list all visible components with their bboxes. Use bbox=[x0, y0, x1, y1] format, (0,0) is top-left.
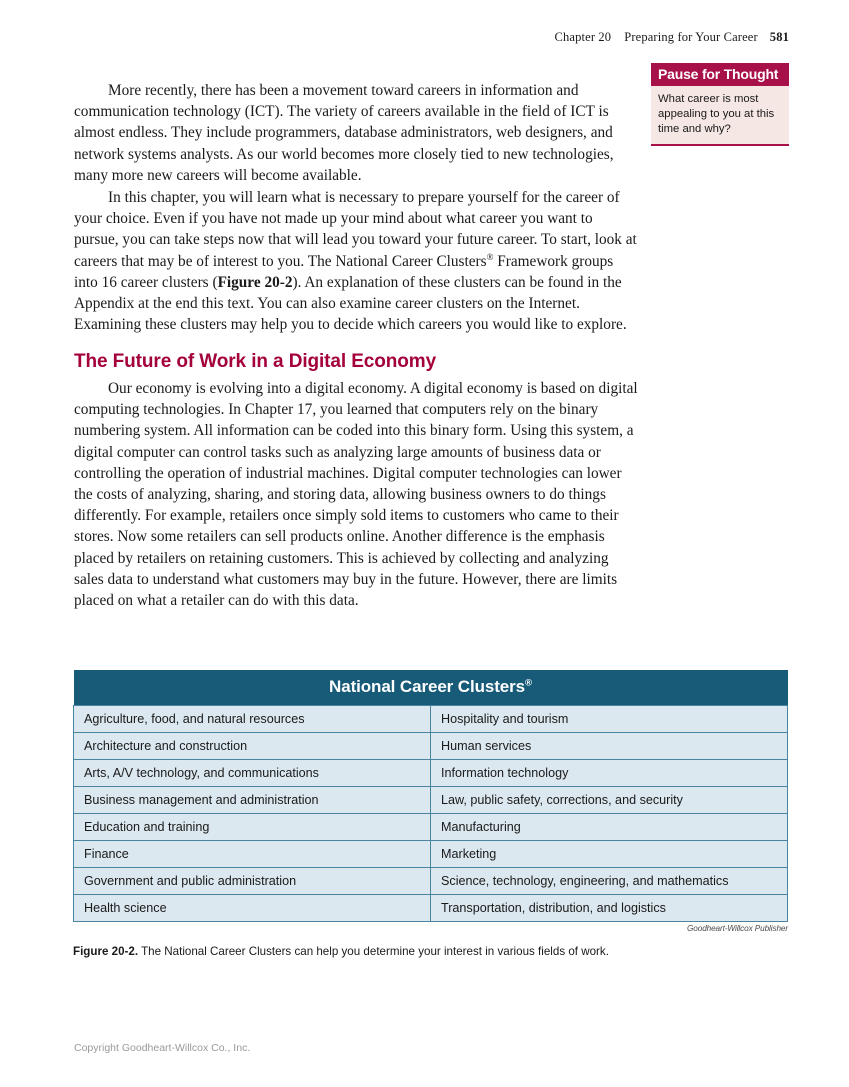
table-head bbox=[74, 670, 788, 706]
table-cell: Transportation, distribution, and logistics bbox=[431, 895, 788, 922]
paragraph-ict: More recently, there has been a movement toward careers in information and communication technology (ICT). The variety of careers available in the field of ICT is almost endless. They include programmers, database administrators, web designers, and network systems analysts. As our world becomes more closely tied to new technologies, many more new careers will become available. bbox=[74, 82, 614, 184]
table-row bbox=[74, 895, 788, 922]
table-cell: Law, public safety, corrections, and security bbox=[431, 787, 788, 814]
table-row bbox=[74, 841, 788, 868]
table-cell: Manufacturing bbox=[431, 814, 788, 841]
figure-reference: Figure 20-2 bbox=[217, 273, 293, 291]
page-number: 581 bbox=[769, 30, 789, 44]
table-cell: Business management and administration bbox=[74, 787, 431, 814]
table-row bbox=[74, 787, 788, 814]
running-head bbox=[555, 30, 789, 45]
section-heading-future-of-work: The Future of Work in a Digital Economy bbox=[74, 351, 437, 372]
table-row bbox=[74, 706, 788, 733]
section-heading-block bbox=[74, 351, 638, 373]
intro-paragraph-block bbox=[74, 80, 638, 186]
table-title bbox=[74, 670, 788, 706]
table-row bbox=[74, 814, 788, 841]
running-head-title: Preparing for Your Career bbox=[624, 30, 758, 44]
table-cell: Arts, A/V technology, and communications bbox=[74, 760, 431, 787]
table-cell: Information technology bbox=[431, 760, 788, 787]
national-career-clusters-table bbox=[73, 670, 788, 922]
pause-for-thought-box bbox=[651, 63, 789, 146]
pause-for-thought-question: What career is most appealing to you at this time and why? bbox=[658, 93, 775, 136]
registered-mark-icon: ® bbox=[486, 251, 494, 262]
table-title-text: National Career Clusters bbox=[329, 677, 526, 696]
registered-mark-icon: ® bbox=[525, 677, 532, 689]
paragraph-digital-economy: Our economy is evolving into a digital economy. A digital economy is based on digital computing technologies. In Chapter 17, you learned that computers rely on the binary numbering system. All information can be coded into this binary form. Using this system, a digital computer can control tasks such as analyzing large amounts of business data or controlling the operation of industrial machines. Digital computer technologies can lower the costs of analyzing, sharing, and storing data, allowing business owners to do things differently. For example, retailers once simply sold items to customers who came to their stores. Now some retailers can sell products online. Another difference is the emphasis placed by retailers on retaining customers. This is achieved by collecting and analyzing sales data to understand what customers may buy in the future. However, there are limits placed on what a retailer can do with this data. bbox=[74, 380, 638, 610]
table-cell: Health science bbox=[74, 895, 431, 922]
page-footer-copyright: Copyright Goodheart-Willcox Co., Inc. bbox=[74, 1042, 251, 1054]
pause-for-thought-heading: Pause for Thought bbox=[651, 63, 789, 86]
table-cell: Architecture and construction bbox=[74, 733, 431, 760]
para-text-b: Framework groups into 16 career clusters ( bbox=[74, 252, 614, 291]
table-row bbox=[74, 733, 788, 760]
figure-caption-label: Figure 20-2. bbox=[73, 945, 139, 958]
para-text-a: In this chapter, you will learn what is necessary to prepare yourself for the career of your choice. Even if you have not made up your mind about what career you want to pursue, you can take steps now that will lead you toward your future career. To start, look at careers that may be of interest to you. The National Career Clusters bbox=[74, 189, 637, 270]
table-cell: Hospitality and tourism bbox=[431, 706, 788, 733]
table-cell: Education and training bbox=[74, 814, 431, 841]
table-cell: Marketing bbox=[431, 841, 788, 868]
table-row bbox=[74, 868, 788, 895]
figure-credit: Goodheart-Willcox Publisher bbox=[687, 924, 788, 933]
para-text-c: ). An explanation of these clusters can be found in the Appendix at the end this text. You can also examine career clusters on the Internet. Examining these clusters may help you to decide which careers you would like to explore. bbox=[74, 273, 627, 334]
figure-caption-text: The National Career Clusters can help you determine your interest in various fields of work. bbox=[141, 945, 609, 958]
table-cell: Agriculture, food, and natural resources bbox=[74, 706, 431, 733]
table-row bbox=[74, 760, 788, 787]
table-cell: Science, technology, engineering, and mathematics bbox=[431, 868, 788, 895]
figure-caption bbox=[73, 944, 788, 959]
running-head-chapter: Chapter 20 bbox=[554, 30, 612, 44]
table-cell: Human services bbox=[431, 733, 788, 760]
paragraph-chapter-overview bbox=[74, 187, 638, 335]
chapter-overview-paragraph-block bbox=[74, 187, 638, 335]
table-cell: Government and public administration bbox=[74, 868, 431, 895]
section-body-block bbox=[74, 378, 638, 611]
table-title-row bbox=[74, 670, 788, 706]
table-cell: Finance bbox=[74, 841, 431, 868]
table-body bbox=[74, 706, 788, 922]
figure-20-2 bbox=[73, 670, 788, 959]
